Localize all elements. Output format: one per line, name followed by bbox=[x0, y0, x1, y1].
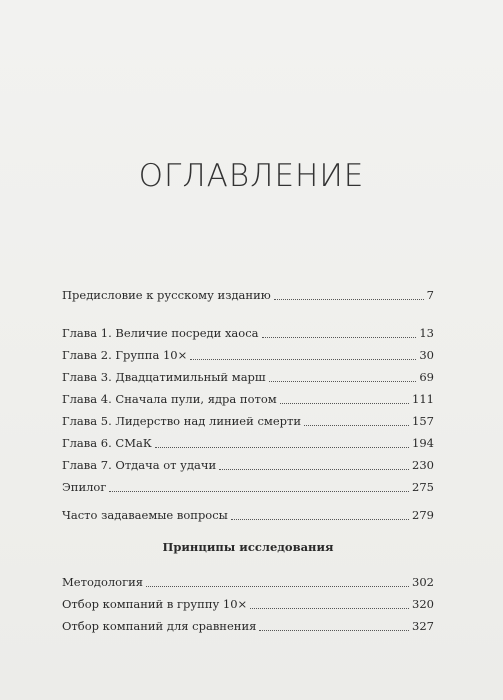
toc-entry bbox=[62, 390, 434, 408]
dot-leader bbox=[231, 518, 409, 520]
toc-entry bbox=[62, 286, 434, 304]
toc-entry-page: 7 bbox=[426, 288, 434, 302]
toc-entry-title: Глава 6. СМаК bbox=[62, 436, 152, 450]
dot-leader bbox=[280, 402, 409, 404]
toc-entry-title: Глава 1. Величие посреди хаоса bbox=[62, 326, 259, 340]
toc-entry-title: Отбор компаний в группу 10× bbox=[62, 597, 248, 611]
dot-leader bbox=[219, 468, 409, 470]
toc-entry-page: 279 bbox=[412, 508, 434, 522]
toc-entry-page: 69 bbox=[419, 370, 434, 384]
toc-entry-title: Глава 7. Отдача от удачи bbox=[62, 458, 217, 472]
page-title: ОГЛАВЛЕНИЕ bbox=[138, 158, 365, 194]
toc-entry bbox=[62, 573, 434, 591]
toc-entry bbox=[62, 595, 434, 613]
toc-entry bbox=[62, 617, 434, 635]
toc-entry bbox=[62, 456, 434, 474]
toc-entry-page: 275 bbox=[412, 480, 434, 494]
toc-entry-title: Предисловие к русскому изданию bbox=[62, 288, 271, 302]
toc-entry bbox=[62, 324, 434, 342]
dot-leader bbox=[274, 298, 424, 300]
toc-entry-title: Методология bbox=[62, 575, 144, 589]
dot-leader bbox=[304, 424, 409, 426]
toc-entry-page: 111 bbox=[412, 392, 434, 406]
toc-entry-title: Глава 5. Лидерство над линией смерти bbox=[62, 414, 302, 428]
dot-leader bbox=[259, 629, 409, 631]
toc-entry-title: Часто задаваемые вопросы bbox=[62, 508, 228, 522]
section-heading: Принципы исследования bbox=[162, 540, 334, 554]
toc-entry-title: Эпилог bbox=[62, 480, 107, 494]
toc-entry bbox=[62, 368, 434, 386]
toc-entry-page: 13 bbox=[419, 326, 434, 340]
toc-entry-page: 194 bbox=[412, 436, 434, 450]
toc-entry bbox=[62, 478, 434, 496]
dot-leader bbox=[155, 446, 409, 448]
toc-entry-page: 302 bbox=[412, 575, 434, 589]
dot-leader bbox=[190, 358, 416, 360]
toc-entry-title: Глава 4. Сначала пули, ядра потом bbox=[62, 392, 277, 406]
toc-entry-page: 230 bbox=[412, 458, 434, 472]
toc-entry-page: 320 bbox=[412, 597, 434, 611]
toc-entry bbox=[62, 434, 434, 452]
dot-leader bbox=[262, 336, 417, 338]
dot-leader bbox=[250, 607, 409, 609]
toc-entry bbox=[62, 506, 434, 524]
dot-leader bbox=[146, 585, 409, 587]
toc-entry-page: 157 bbox=[412, 414, 434, 428]
dot-leader bbox=[109, 490, 409, 492]
toc-entry bbox=[62, 412, 434, 430]
toc-entry-title: Глава 2. Группа 10× bbox=[62, 348, 188, 362]
toc-entry-page: 30 bbox=[419, 348, 434, 362]
toc-entry-title: Глава 3. Двадцатимильный марш bbox=[62, 370, 266, 384]
dot-leader bbox=[269, 380, 417, 382]
toc-entry-page: 327 bbox=[412, 619, 434, 633]
toc-entry-title: Отбор компаний для сравнения bbox=[62, 619, 257, 633]
toc-entry bbox=[62, 346, 434, 364]
